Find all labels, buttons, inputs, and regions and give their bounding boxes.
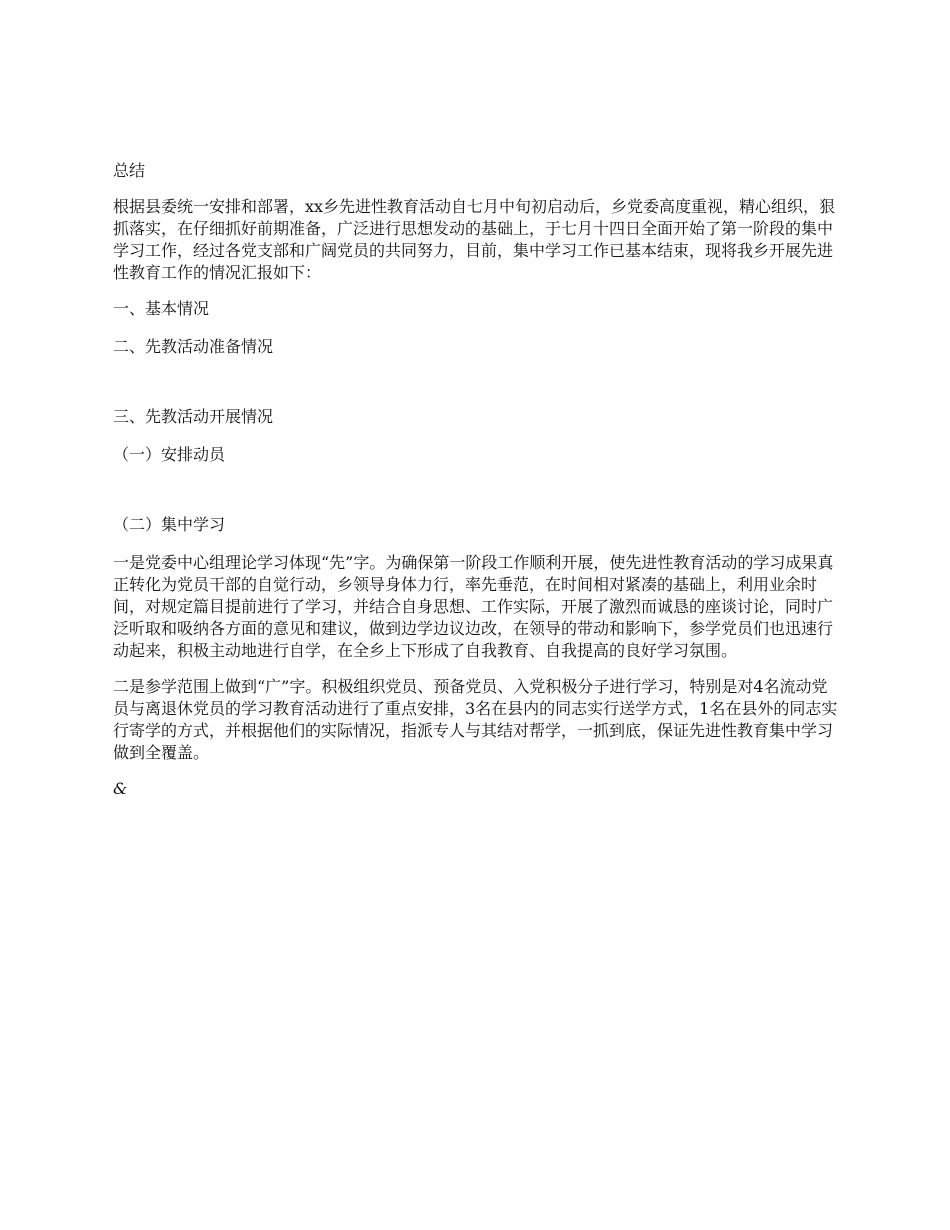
intro-paragraph: 根据县委统一安排和部署，xx乡先进性教育活动自七月中旬初启动后，乡党委高度重视，精心组织，狠抓落实，在仔细抓好前期准备，广泛进行思想发动的基础上，于七月十四日全面开始了第一阶段的集中学习工作，经过各党支部和广阔党员的共同努力，目前，集中学习工作已基本结束，现将我乡开展先进性教育工作的情况汇报如下： xyxy=(113,197,836,282)
paragraph-first: 一是党委中心组理论学习体现“先”字。为确保第一阶段工作顺利开展，使先进性教育活动的学习成果真正转化为党员干部的自觉行动，乡领导身体力行，率先垂范，在时间相对紧凑的基础上，利用业余时间，对规定篇目提前进行了学习，并结合自身思想、工作实际，开展了激烈而诚恳的座谈讨论，同时广泛听取和吸纳各方面的意见和建议，做到边学边议边改，在领导的带动和影响下，参学党员们也迅速行动起来，积极主动地进行自学，在全乡上下形成了自我教育、自我提高的良好学习氛围。 xyxy=(113,553,834,660)
subsection-arrangement: （一）安排动员 xyxy=(113,445,226,464)
section-activities: 三、先教活动开展情况 xyxy=(113,407,274,426)
document-page xyxy=(113,160,843,800)
document-title: 总结 xyxy=(113,161,146,180)
trailing-symbol: & xyxy=(113,779,128,798)
section-basic-situation: 一、基本情况 xyxy=(113,299,210,318)
section-preparation: 二、先教活动准备情况 xyxy=(113,337,274,356)
subsection-study: （二）集中学习 xyxy=(113,515,226,534)
paragraph-second: 二是参学范围上做到“广”字。积极组织党员、预备党员、入党积极分子进行学习，特别是对4名流动党员与离退休党员的学习教育活动进行了重点安排，3名在县内的同志实行送学方式，1名在县外的同志实行寄学的方式，并根据他们的实际情况，指派专人与其结对帮学，一抓到底，保证先进性教育集中学习做到全覆盖。 xyxy=(113,677,838,762)
